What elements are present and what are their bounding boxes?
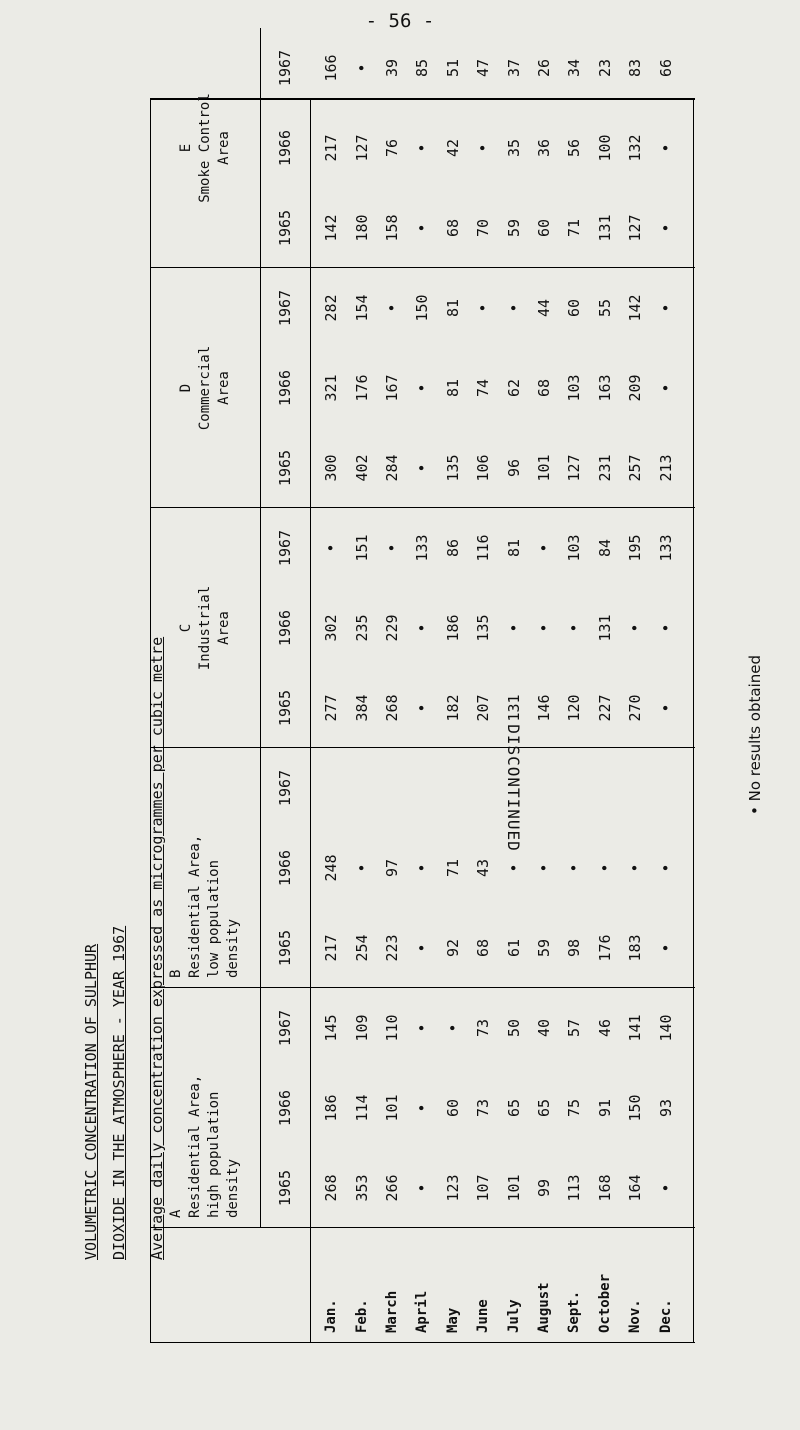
table-cell: 132 xyxy=(626,134,645,162)
table-cell: 56 xyxy=(565,138,584,158)
table-cell: 321 xyxy=(322,374,341,402)
year-header: 1966 xyxy=(276,849,294,887)
table-cell: • xyxy=(443,1023,462,1033)
table-cell: 85 xyxy=(413,58,432,78)
table-cell: 60 xyxy=(443,1098,462,1118)
table-cell: 59 xyxy=(504,218,523,238)
table-cell: 131 xyxy=(595,614,614,642)
table-cell: • xyxy=(656,1183,675,1193)
group-title-line: A xyxy=(168,1209,184,1218)
table-cell: • xyxy=(656,623,675,633)
table-cell: 61 xyxy=(504,938,523,958)
table-cell: 217 xyxy=(322,134,341,162)
table-cell: 68 xyxy=(443,218,462,238)
year-header: 1966 xyxy=(276,609,294,647)
table-cell: 39 xyxy=(382,58,401,78)
table-cell: 168 xyxy=(595,1174,614,1202)
title-line-2: DIOXIDE IN THE ATMOSPHERE - YEAR 1967 xyxy=(110,925,128,1260)
table-cell: 101 xyxy=(382,1094,401,1122)
table-cell: 100 xyxy=(595,134,614,162)
table-cell: • xyxy=(534,543,553,553)
table-cell: • xyxy=(352,863,371,873)
table-cell: • xyxy=(504,863,523,873)
group-title-line: B xyxy=(168,969,184,978)
month-label: May xyxy=(444,1307,461,1333)
table-cell: • xyxy=(656,223,675,233)
table-cell: 195 xyxy=(626,534,645,562)
table-cell: 235 xyxy=(352,614,371,642)
table-cell: 26 xyxy=(534,58,553,78)
month-label: Jan. xyxy=(323,1299,340,1333)
table-cell: • xyxy=(352,63,371,73)
table-cell: 101 xyxy=(504,1174,523,1202)
table-cell: 353 xyxy=(352,1174,371,1202)
group-title-line: C xyxy=(177,623,194,633)
table-cell: 209 xyxy=(626,374,645,402)
table-cell: 60 xyxy=(565,298,584,318)
table-cell: • xyxy=(656,943,675,953)
table-cell: 73 xyxy=(474,1018,493,1038)
group-title-line: Residential Area, xyxy=(187,834,203,978)
group-title-line: D xyxy=(177,383,194,393)
table-cell: 151 xyxy=(352,534,371,562)
table-cell: 106 xyxy=(474,454,493,482)
table-cell: 86 xyxy=(443,538,462,558)
table-cell: 113 xyxy=(565,1174,584,1202)
table-cell: 34 xyxy=(565,58,584,78)
table-cell: 154 xyxy=(352,294,371,322)
table-cell: 176 xyxy=(352,374,371,402)
table-cell: 183 xyxy=(626,934,645,962)
table-cell: 207 xyxy=(474,694,493,722)
table-cell: 81 xyxy=(504,538,523,558)
table-cell: 47 xyxy=(474,58,493,78)
year-header: 1966 xyxy=(276,369,294,407)
month-label: October xyxy=(596,1273,613,1333)
table-cell: 150 xyxy=(626,1094,645,1122)
table-cell: • xyxy=(413,143,432,153)
table-cell: 127 xyxy=(565,454,584,482)
group-title-line: Commercial xyxy=(196,345,213,431)
table-cell: 97 xyxy=(382,858,401,878)
table-cell: • xyxy=(413,1183,432,1193)
table-cell: 142 xyxy=(626,294,645,322)
table-cell: • xyxy=(322,543,341,553)
table-cell: 254 xyxy=(352,934,371,962)
table-cell: 248 xyxy=(322,854,341,882)
month-label: Sept. xyxy=(566,1290,583,1333)
table-cell: 186 xyxy=(443,614,462,642)
table-cell: 74 xyxy=(474,378,493,398)
table-cell: 42 xyxy=(443,138,462,158)
title-line-1: VOLUMETRIC CONCENTRATION OF SULPHUR xyxy=(82,943,100,1260)
table-cell: 227 xyxy=(595,694,614,722)
table-cell: 131 xyxy=(504,694,523,722)
table-cell: 59 xyxy=(534,938,553,958)
table-cell: • xyxy=(474,303,493,313)
table-cell: • xyxy=(474,143,493,153)
table-cell: 40 xyxy=(534,1018,553,1038)
table-cell: 229 xyxy=(382,614,401,642)
table-cell: 163 xyxy=(595,374,614,402)
table-cell: • xyxy=(413,703,432,713)
table-cell: 186 xyxy=(322,1094,341,1122)
group-title-line: Area xyxy=(215,371,232,405)
group-title-line: E xyxy=(177,143,194,153)
table-cell: 164 xyxy=(626,1174,645,1202)
table-cell: • xyxy=(656,863,675,873)
year-header: 1967 xyxy=(276,1009,294,1047)
table-cell: 266 xyxy=(382,1174,401,1202)
table-cell: 166 xyxy=(322,54,341,82)
table-cell: • xyxy=(413,223,432,233)
table-cell: 384 xyxy=(352,694,371,722)
table-cell: 55 xyxy=(595,298,614,318)
month-label: June xyxy=(475,1299,492,1333)
table-cell: 70 xyxy=(474,218,493,238)
year-header: 1965 xyxy=(276,209,294,247)
group-title-line: density xyxy=(225,918,241,978)
table-cell: 282 xyxy=(322,294,341,322)
year-header: 1966 xyxy=(276,1089,294,1127)
table-cell: 51 xyxy=(443,58,462,78)
group-title-line: Area xyxy=(215,131,232,165)
group-title-line: Residential Area, xyxy=(187,1074,203,1218)
table-cell: 50 xyxy=(504,1018,523,1038)
table-cell: 146 xyxy=(534,694,553,722)
table-cell: 66 xyxy=(656,58,675,78)
table-cell: 402 xyxy=(352,454,371,482)
table-cell: • xyxy=(413,463,432,473)
table-border-bottom xyxy=(693,98,694,1343)
table-cell: 103 xyxy=(565,534,584,562)
table-cell: 167 xyxy=(382,374,401,402)
table-cell: 98 xyxy=(565,938,584,958)
table-cell: 127 xyxy=(352,134,371,162)
year-header: 1967 xyxy=(276,529,294,567)
table-cell: 99 xyxy=(534,1178,553,1198)
table-cell: 284 xyxy=(382,454,401,482)
table-cell: 44 xyxy=(534,298,553,318)
table-cell: 65 xyxy=(534,1098,553,1118)
year-header: 1967 xyxy=(276,49,294,87)
table-cell: • xyxy=(656,303,675,313)
table-cell: 65 xyxy=(504,1098,523,1118)
table-cell: 60 xyxy=(534,218,553,238)
group-title-e xyxy=(150,28,260,268)
discontinued-label: DISCONTINUED xyxy=(504,724,524,852)
title-line-3: Average daily concentration expressed as microgrammes per cubic metre xyxy=(148,636,166,1260)
table-cell: • xyxy=(413,1023,432,1033)
table-cell: 81 xyxy=(443,378,462,398)
month-label: Dec. xyxy=(657,1299,674,1333)
table-cell: • xyxy=(565,863,584,873)
table-cell: • xyxy=(413,623,432,633)
table-cell: 142 xyxy=(322,214,341,242)
table-cell: 135 xyxy=(474,614,493,642)
table-cell: 257 xyxy=(626,454,645,482)
month-label: April xyxy=(414,1290,431,1333)
table-cell: 84 xyxy=(595,538,614,558)
table-cell: 36 xyxy=(534,138,553,158)
table-cell: 145 xyxy=(322,1014,341,1042)
table-cell: 75 xyxy=(565,1098,584,1118)
month-label: Feb. xyxy=(353,1299,370,1333)
table-cell: 71 xyxy=(443,858,462,878)
table-cell: • xyxy=(382,303,401,313)
table-cell: 92 xyxy=(443,938,462,958)
table-cell: 133 xyxy=(413,534,432,562)
footnote: • No results obtained xyxy=(746,655,764,815)
table-cell: 217 xyxy=(322,934,341,962)
year-header: 1966 xyxy=(276,129,294,167)
table-cell: • xyxy=(413,863,432,873)
table-cell: 140 xyxy=(656,1014,675,1042)
group-title-line: density xyxy=(225,1158,241,1218)
table-cell: • xyxy=(504,623,523,633)
group-title-line: Area xyxy=(215,611,232,645)
table-cell: 68 xyxy=(474,938,493,958)
table-cell: 123 xyxy=(443,1174,462,1202)
month-label: August xyxy=(535,1282,552,1333)
table-cell: • xyxy=(504,303,523,313)
table-cell: 300 xyxy=(322,454,341,482)
table-cell: 81 xyxy=(443,298,462,318)
table-cell: • xyxy=(626,863,645,873)
table-cell: 268 xyxy=(322,1174,341,1202)
table-cell: 103 xyxy=(565,374,584,402)
table-cell: 71 xyxy=(565,218,584,238)
month-label: July xyxy=(505,1299,522,1333)
table-cell: 270 xyxy=(626,694,645,722)
group-title-b xyxy=(150,748,260,988)
group-title-line: high population xyxy=(206,1091,222,1218)
table-cell: 23 xyxy=(595,58,614,78)
table-cell: 101 xyxy=(534,454,553,482)
year-header: 1965 xyxy=(276,929,294,967)
table-cell: 43 xyxy=(474,858,493,878)
year-header: 1965 xyxy=(276,689,294,727)
table-cell: 120 xyxy=(565,694,584,722)
table-cell: 62 xyxy=(504,378,523,398)
table-cell: 68 xyxy=(534,378,553,398)
year-header: 1967 xyxy=(276,769,294,807)
table-cell: • xyxy=(656,143,675,153)
table-cell: • xyxy=(382,543,401,553)
table-cell: 268 xyxy=(382,694,401,722)
table-cell: 131 xyxy=(595,214,614,242)
table-cell: 37 xyxy=(504,58,523,78)
group-title-c xyxy=(150,508,260,748)
group-title-a xyxy=(150,988,260,1228)
year-header: 1967 xyxy=(276,289,294,327)
table-cell: • xyxy=(595,863,614,873)
table-cell: • xyxy=(656,383,675,393)
table-cell: 110 xyxy=(382,1014,401,1042)
table-cell: 302 xyxy=(322,614,341,642)
group-title-line: Smoke Control xyxy=(196,93,213,203)
table-cell: 180 xyxy=(352,214,371,242)
table-cell: 73 xyxy=(474,1098,493,1118)
table-cell: 127 xyxy=(626,214,645,242)
table-cell: 223 xyxy=(382,934,401,962)
table-cell: • xyxy=(413,383,432,393)
table-cell: 83 xyxy=(626,58,645,78)
table-cell: 231 xyxy=(595,454,614,482)
table-cell: 57 xyxy=(565,1018,584,1038)
table-cell: • xyxy=(626,623,645,633)
table-cell: • xyxy=(413,943,432,953)
table-cell: 158 xyxy=(382,214,401,242)
table-cell: 176 xyxy=(595,934,614,962)
table-cell: 107 xyxy=(474,1174,493,1202)
table-cell: 133 xyxy=(656,534,675,562)
table-cell: 76 xyxy=(382,138,401,158)
table-cell: • xyxy=(413,1103,432,1113)
table-cell: 109 xyxy=(352,1014,371,1042)
group-title-line: Industrial xyxy=(196,585,213,671)
table-cell: 135 xyxy=(443,454,462,482)
table-cell: 213 xyxy=(656,454,675,482)
table-cell: 91 xyxy=(595,1098,614,1118)
table-cell: • xyxy=(656,703,675,713)
sulphur-dioxide-table xyxy=(150,49,695,1343)
year-header: 1965 xyxy=(276,449,294,487)
month-label: Nov. xyxy=(627,1299,644,1333)
table-cell: • xyxy=(565,623,584,633)
month-label: March xyxy=(383,1290,400,1333)
table-cell: 116 xyxy=(474,534,493,562)
table-cell: 114 xyxy=(352,1094,371,1122)
table-cell: • xyxy=(534,863,553,873)
table-cell: 96 xyxy=(504,458,523,478)
table-cell: 150 xyxy=(413,294,432,322)
table-cell: 277 xyxy=(322,694,341,722)
page-number: - 56 - xyxy=(365,10,435,32)
group-title-d xyxy=(150,268,260,508)
table-cell: • xyxy=(534,623,553,633)
table-cell: 93 xyxy=(656,1098,675,1118)
table-cell: 35 xyxy=(504,138,523,158)
header-rule xyxy=(310,98,311,1343)
table-cell: 182 xyxy=(443,694,462,722)
table-cell: 46 xyxy=(595,1018,614,1038)
table-cell: 141 xyxy=(626,1014,645,1042)
group-title-line: low population xyxy=(206,859,222,978)
year-header: 1965 xyxy=(276,1169,294,1207)
